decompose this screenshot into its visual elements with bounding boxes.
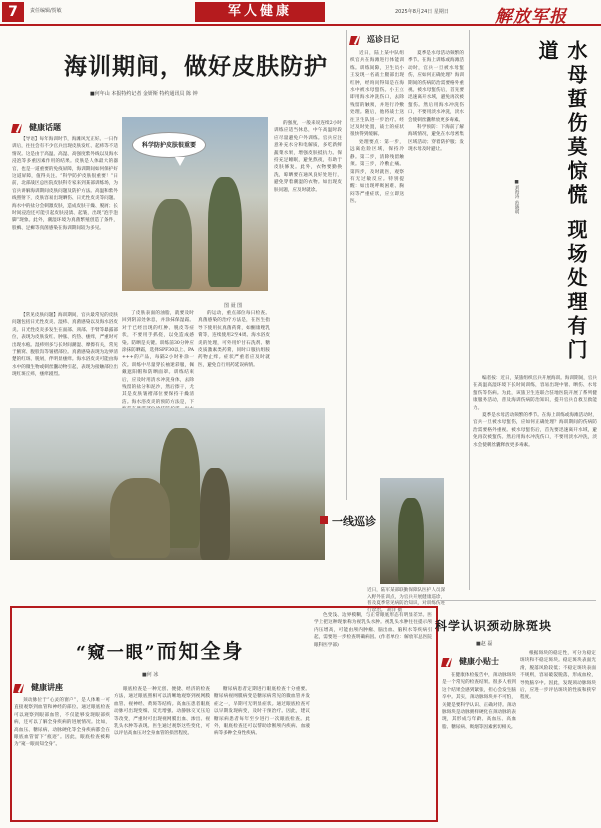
diary-column-2: 夏季是水母活动频繁的季节。在海上训练或海滩活动时，官兵一旦被水母蜇伤，应如何正确处理？海训期间的伤病防治需要格外重视。被水母蜇伤后，首先要迅速离开水域，避免再次被蜇伤。然后用海水冲洗伤口，不要用淡水冲洗，淡水会使刺丝囊释放更多毒素。 科学预防：下海前了解海域情况，避免在水母密集区域活动；穿着防护服；发现水母及时避让。 xyxy=(408,51,464,153)
lead-column-4: 的强度，一般来说连续2小时训练应适当休息，中午高温时段应尽量避免户外训练。官兵应注意补充水分和电解质，多吃新鲜蔬菜水果，增强皮肤抵抗力。保持充足睡眠，避免熬夜，有助于皮肤修复。此外，衣物要勤换洗，晾晒要在通风良好处进行，避免穿着潮湿的衣物。如出现皮肤问题，应及时就诊。 xyxy=(274,121,342,193)
lead-byline: ■何年山 本报特约记者 金妍斯 特约通讯员 陈 钟 xyxy=(90,91,198,97)
lead-kicker-label: 健康话题 xyxy=(29,123,61,132)
page-header xyxy=(0,0,601,26)
feature-headline-b: 而知全身 xyxy=(156,639,245,663)
feature-byline: ■何 冰 xyxy=(142,672,159,678)
carotid-column-2: 根据斑块的稳定性，可分为稳定斑块和不稳定斑块。稳定斑块表面光滑，脱落风险较低；不稳定斑块表面不规则，容易破裂脱落，形成血栓，导致脑卒中。因此，发现颈动脉斑块后，应进一步评估斑块的性质和狭窄程度。 xyxy=(520,651,596,701)
figure-soldier xyxy=(152,199,192,289)
rule-horizontal xyxy=(440,600,596,601)
feature-headline xyxy=(76,635,245,664)
frontline-title: 一线巡诊 xyxy=(332,515,376,528)
rule-vertical-2 xyxy=(469,30,470,590)
masthead-logo: 解放军报 xyxy=(495,7,567,27)
issue-date: 2025年8月24日 星期日 xyxy=(395,9,449,15)
section-title: 军人健康 xyxy=(195,2,325,22)
tips-kicker xyxy=(442,656,499,667)
figure-soldier-2 xyxy=(200,468,230,560)
photo-field-training xyxy=(10,408,325,560)
kicker-icon xyxy=(12,122,26,133)
kicker-icon xyxy=(14,682,28,693)
feature-column-1: 颈动脉位于“心灵的窗户”，是人体唯一可直接观察到血管和神经的部位。通过眼底检查可以观察到眼部血管，不仅能够发现眼部疾病，还可以了解全身疾病的进展情况。比如，高血压、糖尿病、动脉硬化等全身疾病都会在眼底血管留下“痕迹”。因此，眼底检查被称为“窥一眼而知全身”。 xyxy=(14,698,110,748)
frontline-caption: 近日，陆军某部联勤保障队医护人员深入野外驻训点，为官兵开展健康巡诊，普及夏季常见病防治知识，对训练伤进行诊治。 胡洋 摄 xyxy=(367,588,446,613)
feature-headline-a: “窥一眼” xyxy=(76,643,157,663)
diary-kicker xyxy=(350,34,399,45)
kicker-icon xyxy=(442,656,456,667)
vertical-headline: 水母蜇伤莫惊慌 现场处理有门道 xyxy=(535,40,588,363)
feature-column-3: 糖尿病患者定期进行眼底检查十分重要。糖尿病视网膜病变是糖尿病常见的微血管并发症之一，早期可无明显症状。通过眼底检查可以早期发现病变，及时干预治疗。因此，建议糖尿病患者每年至少进行一次眼底检查。此外，眼底检查还可以帮助诊断颅内疾病、血液病等多种全身性疾病。 xyxy=(214,687,310,737)
kicker-icon xyxy=(350,34,364,45)
right-column-body: 编者按：近日，某旅组织官兵开展海训。海训期间，官兵在高温高湿环境下长时间训练，容易出现中暑、晒伤、水母蜇伤等伤病。为此，该旅卫生连联合驻地医院开展了系列健康服务活动，普及海训伤病防治知识，提升官兵自救互救能力。 夏季是水母活动频繁的季节。在海上训练或海滩活动时，官兵一旦被水母蜇伤，应如何正确处理？海训期间的伤病防治需要格外重视。被水母蜇伤后，首先要迅速离开水域，避免再次被蜇伤。然后用海水冲洗伤口，不要用淡水冲洗，淡水会使刺丝囊释放更多毒素。 xyxy=(473,376,597,448)
figure-inspector xyxy=(398,498,424,584)
carotid-column-1: 在健康体检报告中，颈动脉斑块是一个常见的检查结果。很多人看到这个结果会感到紧张，担心会发生脑卒中。其实，颈动脉斑块并不可怕，关键是要科学认识、正确对待。颈动脉斑块是动脉粥样硬化在颈动脉的表现，其形成与年龄、高血压、高血脂、糖尿病、吸烟等因素密切相关。 xyxy=(442,673,516,730)
photo-frontline xyxy=(380,478,444,584)
speech-bubble: 科学防护皮肤很重要 xyxy=(132,132,206,158)
diary-column-1: 近日，陆上某中队组织官兵在海滩进行体能训练。训练间隙，卫生员小王发现一名战士腿部出现红肿，经询问得知是在海水中被水母蜇伤。小王立即用海水冲洗伤口，去除残留的触须，并进行冷敷处理。随后，他将战士送往卫生队进一步治疗。经过及时处置，战士的症状很快得到缓解。 处理要点：第一步，远离危险区域，保持冷静。第二步，清除残留触须。第三步，冷敷止痛。第四步，及时就医，观察有无过敏反应。特别提醒：如出现呼吸困难、胸闷等严重症状，应立即送医。 xyxy=(350,51,404,205)
carotid-headline: 科学认识颈动脉斑块 xyxy=(435,619,553,633)
lead-headline: 海训期间，做好皮肤防护 xyxy=(64,53,328,80)
editor-line: 责任编辑/贺敏 xyxy=(30,8,62,14)
vertical-byline: ■刘海涛 范晓明 xyxy=(514,180,519,215)
lead-kicker xyxy=(12,122,61,133)
carotid-byline: ■赵 磊 xyxy=(476,641,493,647)
photo-skin-protection xyxy=(122,117,268,291)
feature-kicker-label: 健康讲座 xyxy=(31,683,63,692)
figure-officer xyxy=(208,177,242,287)
lead-column-3: 的运动，重点部位每日检查。真菌感染的治疗方法是，在医生指导下使用抗真菌药膏，如酮康唑乳膏等，连续使用2至4周。海水浴皮炎的处理，可外用炉甘石洗剂、糖皮质激素类药膏，同时口服抗组胺药物止痒。症状严重者应及时就医，避免自行用药延误病情。 xyxy=(198,311,270,368)
lead-column-1b: 【常见皮肤问题】海训期间，官兵最常见的皮肤问题包括日光性皮炎、湿疹、真菌感染以及海水浴皮炎。日光性皮炎多发生在面部、颈部、手臂等暴露部位，表现为皮肤发红、肿胀、灼热、瘙痒，严重时可出现水疱。湿疹则多与长时间潮湿、摩擦有关，常见于腋窝、腹股沟等皱褶部位。真菌感染表现为边界清楚的红斑、脱屑，伴明显瘙痒。海水浴皮炎可能由海水中的微生物或刺丝囊动物引起，表现为接触部位出现红斑丘疹，瘙痒剧烈。 xyxy=(12,313,118,378)
page-number: 7 xyxy=(2,2,24,22)
lead-column-1: 【导语】每年海训时节，海滩风光正好。一日作训后，往往会有不少官兵出现皮肤发红、起疹等不适情况。这是由于高温、高湿、高强度紫外线以及海水浸泡等多重因素作用的结果。皮肤是人体最大的器官，也是一道重要的免疫屏障，海训期间如何保护好这道屏障，值得关注。“科学防护皮肤很重要！”日前，北部战区总医院皮肤科专家来到某部训练场，为官兵讲解海训期间皮肤问题及防护方法。高温和紫外线照射下，皮肤容易出现晒伤、日光性皮炎等问题。海水中的盐分会刺激皮肤，造成皮肤干燥、脱屑；长时间浸泡还可能引起皮肤浸渍、起皱，出现“泡手泡脚”现象。此外，潮湿环境为真菌繁殖创造了条件，股癣、足癣等真菌感染在海训期间较为多见。 xyxy=(12,137,118,231)
photo1-caption: 图 聂 图 xyxy=(224,303,243,309)
feature-column-4: 色变浅、边界模糊，与正常眼底形态有明显差异。医学上把这种现象称为视乳头水肿。视乳头水肿往往提示颅内压增高，可能由颅内肿瘤、脑出血、脑积水等疾病引起，需要进一步检查明确病因。(作者单位：解放军总医院眼科医学部) xyxy=(314,613,432,648)
figure-patient xyxy=(110,478,170,558)
tips-kicker-label: 健康小贴士 xyxy=(459,657,499,666)
diary-kicker-label: 巡诊日记 xyxy=(367,35,399,44)
lead-column-2: 了皮肤表面的油脂，就要及时回到阴凉处休息，并涂抹保湿霜。对于已经出现的红肿、脱皮等症状，不要用手抓挠，以免造成感染。防晒是关键。训练前30分钟应涂抹防晒霜，选择SPF30以上、PA+++的产品，每隔2小时补涂一次。训练中尽量穿长袖迷彩服，佩戴遮阳帽和防晒面罩。训练结束后，应及时用清水冲洗身体，去除残留的盐分和泥沙，然后擦干，尤其是皮肤皱褶部位要保持干燥清洁。海水浴皮炎的预防方法是，下 xyxy=(122,311,194,405)
rule-vertical-1 xyxy=(346,30,347,500)
feature-column-2: 眼底检查是一种无创、便捷、经济的检查方法，通过眼底照相可以清晰地观察到视网膜血管、视神经、黄斑等结构。高血压患者眼底动脉可出现变细、反光增强、动静脉交叉压迫等改变，严重时可出现视网膜出血、渗出、视乳头水肿等表现。医生通过观察这些变化，可以评估高血压对全身血管的损害程度。 xyxy=(114,687,210,737)
feature-kicker xyxy=(14,682,63,693)
